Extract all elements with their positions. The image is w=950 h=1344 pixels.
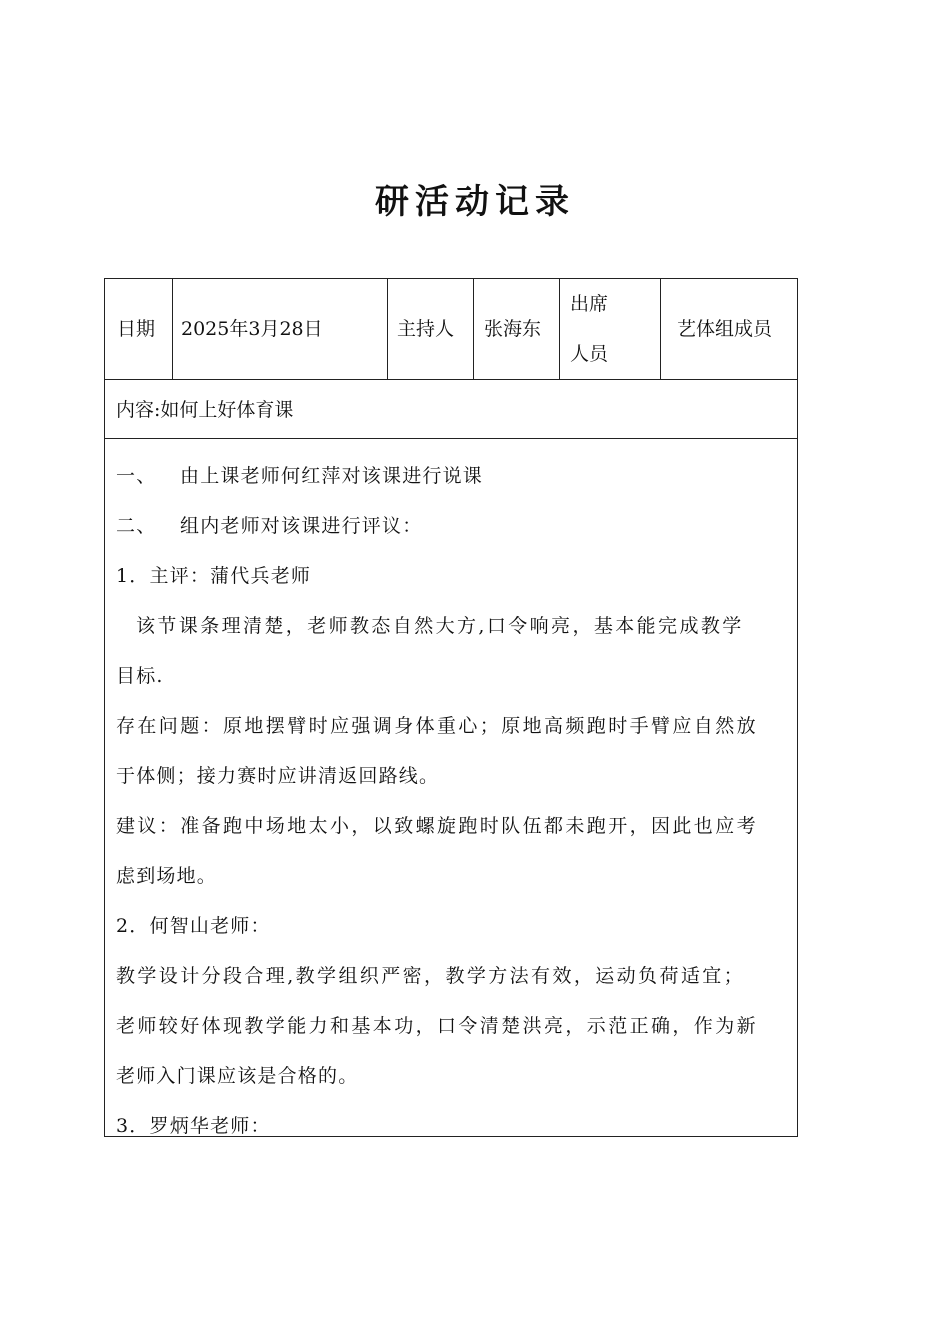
attendees-label-line1: 出席 bbox=[570, 293, 609, 315]
item-1 bbox=[116, 451, 786, 501]
review-2-line-1: 教学设计分段合理,教学组织严密，教学方法有效，运动负荷适宜； bbox=[116, 965, 746, 987]
review-1-title: 1．主评：蒲代兵老师 bbox=[116, 565, 312, 587]
item-1-marker: 一、 bbox=[116, 465, 157, 487]
review-2-title: 2．何智山老师： bbox=[116, 915, 271, 937]
page-title: 研活动记录 bbox=[375, 182, 575, 222]
attendees-label bbox=[560, 279, 661, 379]
date-value: 2025年3月28日 bbox=[173, 279, 388, 379]
review-1-suggestion-line-2: 虑到场地。 bbox=[116, 865, 218, 887]
review-2-line-3: 老师入门课应该是合格的。 bbox=[116, 1065, 359, 1087]
host-label: 主持人 bbox=[388, 279, 474, 379]
item-2-text: 组内老师对该课进行评议： bbox=[180, 515, 423, 537]
discussion-body bbox=[105, 440, 797, 1137]
review-2-line-2: 老师较好体现教学能力和基本功，口令清楚洪亮，示范正确，作为新 bbox=[116, 1015, 759, 1037]
review-1-problem-line-1: 存在问题：原地摆臂时应强调身体重心；原地高频跑时手臂应自然放 bbox=[116, 715, 759, 737]
review-3-title: 3．罗炳华老师： bbox=[116, 1115, 271, 1137]
review-1-suggestion-line-1: 建议：准备跑中场地太小，以致螺旋跑时队伍都未跑开，因此也应考 bbox=[116, 815, 759, 837]
content-topic: 内容:如何上好体育课 bbox=[105, 380, 797, 439]
host-value: 张海东 bbox=[474, 279, 560, 379]
item-1-text: 由上课老师何红萍对该课进行说课 bbox=[180, 465, 484, 487]
header-row bbox=[105, 279, 797, 380]
attendees-label-line2: 人员 bbox=[570, 343, 609, 365]
record-table bbox=[104, 278, 798, 1137]
review-1-problem-line-2: 于体侧；接力赛时应讲清返回路线。 bbox=[116, 765, 440, 787]
item-2-marker: 二、 bbox=[116, 515, 157, 537]
date-label: 日期 bbox=[105, 279, 173, 379]
review-1-paragraph-line-2: 目标. bbox=[116, 665, 164, 687]
item-2 bbox=[116, 501, 786, 551]
attendees-value: 艺体组成员 bbox=[677, 318, 773, 340]
review-1-paragraph-line-1: 该节课条理清楚，老师教态自然大方,口令响亮，基本能完成教学 bbox=[136, 615, 744, 637]
